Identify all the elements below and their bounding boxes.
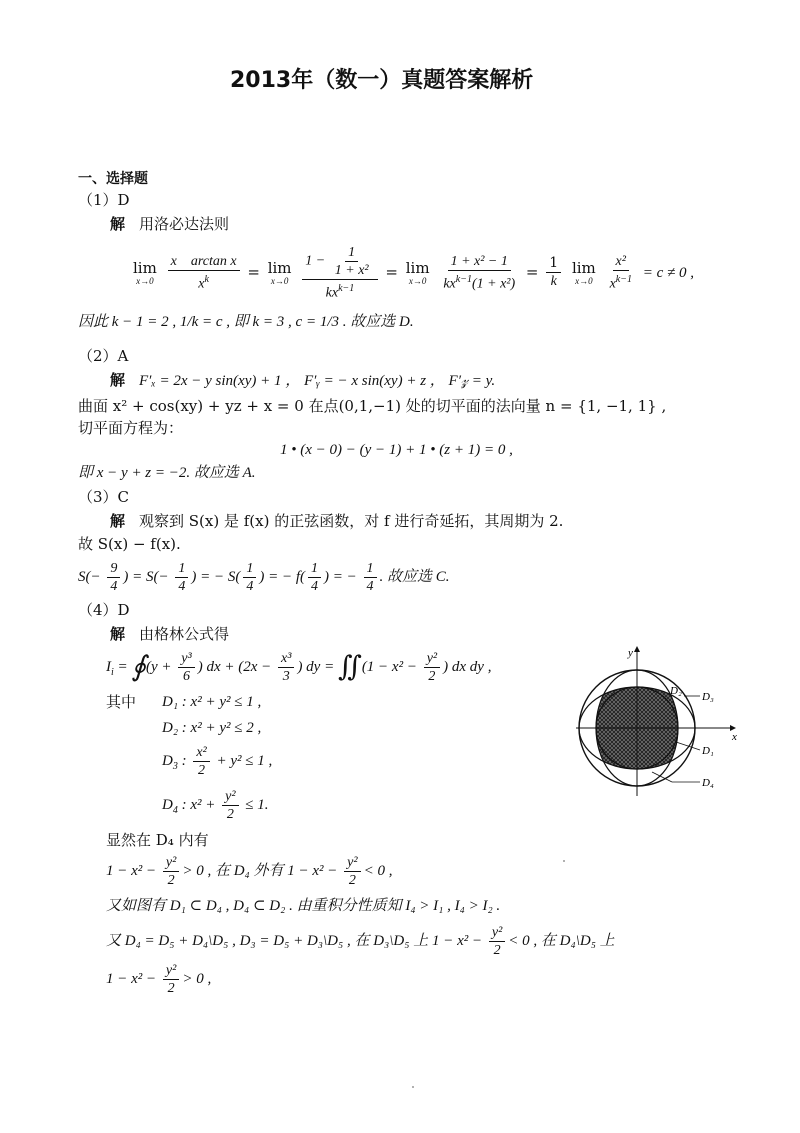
- scan-speck: [412, 1086, 414, 1088]
- lim-3: lim x→0: [405, 258, 430, 286]
- q3-conclusion: . 故应选 C.: [379, 568, 450, 585]
- q4-intro: 由格林公式得: [139, 625, 230, 643]
- question-4-green-formula: $I_i$ = ∮(y + $\frac{\text{y³}}{6}$ ) dx + (2x − $\frac{\text{x³}}{3}$ ) dy = ∬(1 − x² − $\frac{\text{y²}}{2}$ ) dx dy ,: [106, 651, 492, 684]
- jie-label: 解: [110, 371, 126, 389]
- q3-line1: 观察到 S(x) 是 f(x) 的正弦函数，对 f 进行奇延拓，其周期为 2.: [139, 512, 564, 530]
- scan-speck: [563, 860, 565, 862]
- lim-1: lim x→0: [133, 258, 157, 286]
- question-2-partials-line: [110, 370, 495, 391]
- leader-d1: [676, 742, 700, 750]
- frac-9-4: $\frac{9}{4}$: [107, 560, 120, 595]
- question-2-plane-label: 切平面方程为：: [78, 419, 184, 437]
- section-title: 一、选择题: [78, 171, 148, 187]
- jie-label: 解: [110, 512, 126, 530]
- question-4-intro-line: [110, 624, 229, 644]
- question-4-number: （4）D: [78, 601, 130, 619]
- q4-decomp-mid: < 0 , 在 D₄\D₅ 上: [508, 932, 615, 949]
- page-title: 2013年（数一）真题答案解析: [230, 68, 534, 93]
- q1-intro: 用洛必达法则: [139, 215, 230, 233]
- frac-4: $\frac{1}{k}$: [546, 255, 561, 290]
- x-axis-label: x: [732, 731, 737, 743]
- label-d3: D₃: [702, 691, 714, 703]
- question-2-plane-equation: 1 • (x − 0) − (y − 1) + 1 • (z + 1) = 0 ,: [280, 442, 513, 458]
- question-3-formula: S(− $\frac{9}{4}$ ) = S(− $\frac{1}{4}$ ) = − S( $\frac{1}{4}$ ) = − f( $\frac{1}{4}$ ) = − $\frac{1}{4}$ . 故应选 C.: [78, 561, 450, 594]
- lim-4: lim x→0: [571, 258, 596, 286]
- frac-1-4: $\frac{1}{4}$: [364, 560, 377, 595]
- q4-last-end: > 0 ,: [182, 970, 212, 987]
- question-4-where: 其中: [106, 693, 137, 711]
- question-4-relation: 又如图有 D₁ ⊂ D₄ , D₄ ⊂ D₂ . 由重积分性质知 I₄ > I₁ , I₄ > I₂ .: [106, 898, 501, 914]
- q4-decomp: 又 D₄ = D₅ + D₄\D₅ , D₃ = D₅ + D₃\D₅ , 在 D₃\D₅ 上 1 − x² −: [106, 932, 483, 949]
- jie-label: 解: [110, 215, 126, 233]
- y-axis-arrow: [634, 646, 640, 652]
- region-d2: D₂ : x² + y² ≤ 2 ,: [162, 720, 262, 736]
- question-4-inequality: 1 − x² − $\frac{\text{y²}}{2}$ > 0 , 在 D₄ 外有 1 − x² − $\frac{\text{y²}}{2}$ < 0 ,: [106, 855, 393, 888]
- q4-ineq-outside: > 0 , 在 D₄ 外有 1 − x² −: [182, 862, 338, 879]
- frac-1-4: $\frac{1}{4}$: [175, 560, 188, 595]
- question-2-number: （2）A: [78, 347, 129, 365]
- q2-partials: F′ₓ = 2x − y sin(xy) + 1 ， F′ᵧ = − x sin(xy) + z ， F′𝓏 = y.: [139, 373, 496, 389]
- region-d4: $D_4$ : x² + $\frac{\text{y²}}{2}$ ≤ 1.: [162, 789, 269, 822]
- label-d1: D₁: [702, 745, 714, 757]
- question-3-line-2: 故 S(x) − f(x).: [78, 535, 181, 553]
- region-d1: D₁ : x² + y² ≤ 1 ,: [162, 694, 262, 710]
- question-4-decomposition: 又 D₄ = D₅ + D₄\D₅ , D₃ = D₅ + D₃\D₅ , 在 D₃\D₅ 上 1 − x² − $\frac{\text{y²}}{2}$ < 0 , 在 D₄\D₅ 上: [106, 925, 615, 958]
- question-4-last-line: 1 − x² − $\frac{\text{y²}}{2}$ > 0 ,: [106, 963, 212, 996]
- question-1-formula: lim x→0 $\frac{\text{x arctan x}}{x^k}$ = lim x→0 1 − $\frac{1}{\text{1 + x²}}$ $kx^{k-1}$ = lim x→0 $\frac{\text{1 + x² − 1}}{kx^{k-1}(1 + x^2)}$ = $\frac{1}{k}$ lim x→0 $\frac{\text{x²}}{x^{k-1}}$ = c ≠ 0 ,: [133, 245, 695, 301]
- question-1-solution-intro: [110, 214, 229, 234]
- question-3-number: （3）C: [78, 488, 130, 506]
- label-d4: D₄: [702, 777, 714, 789]
- question-4-obvious: 显然在 D₄ 内有: [106, 831, 209, 849]
- question-2-conclusion: 即 x − y + z = −2. 故应选 A.: [78, 465, 256, 481]
- question-1-conclusion: 因此 k − 1 = 2 , 1/k = c , 即 k = 3 , c = 1/3 . 故应选 D.: [78, 314, 414, 330]
- question-3-line-1: [110, 511, 563, 531]
- frac-1: $\frac{\text{x arctan x}}{x^k}$: [168, 253, 240, 293]
- jie-label: 解: [110, 625, 126, 643]
- q1-formula-rest: = c ≠ 0 ,: [642, 264, 695, 281]
- frac-3: $\frac{\text{1 + x² − 1}}{kx^{k-1}(1 + x^2)}$: [443, 254, 516, 292]
- question-2-surface: 曲面 x² + cos(xy) + yz + x = 0 在点(0,1,−1) 处的切平面的法向量 n = {1, −1, 1} ,: [78, 397, 667, 415]
- regions-figure: [572, 646, 752, 816]
- label-d2: D₂: [670, 685, 682, 697]
- y-axis-label: y: [628, 647, 633, 659]
- question-1-number: （1）D: [78, 191, 130, 209]
- q4-ineq-end: < 0 ,: [363, 862, 393, 879]
- region-d3: $D_3$ : $\frac{\text{x²}}{2}$ + y² ≤ 1 ,: [162, 745, 273, 778]
- lim-2: lim x→0: [267, 258, 292, 286]
- frac-1-4: $\frac{1}{4}$: [243, 560, 256, 595]
- frac-1-4: $\frac{1}{4}$: [308, 560, 321, 595]
- frac-2: 1 − $\frac{1}{\text{1 + x²}}$ $kx^{k-1}$: [302, 244, 377, 302]
- frac-5: $\frac{\text{x²}}{x^{k-1}}$: [609, 254, 632, 292]
